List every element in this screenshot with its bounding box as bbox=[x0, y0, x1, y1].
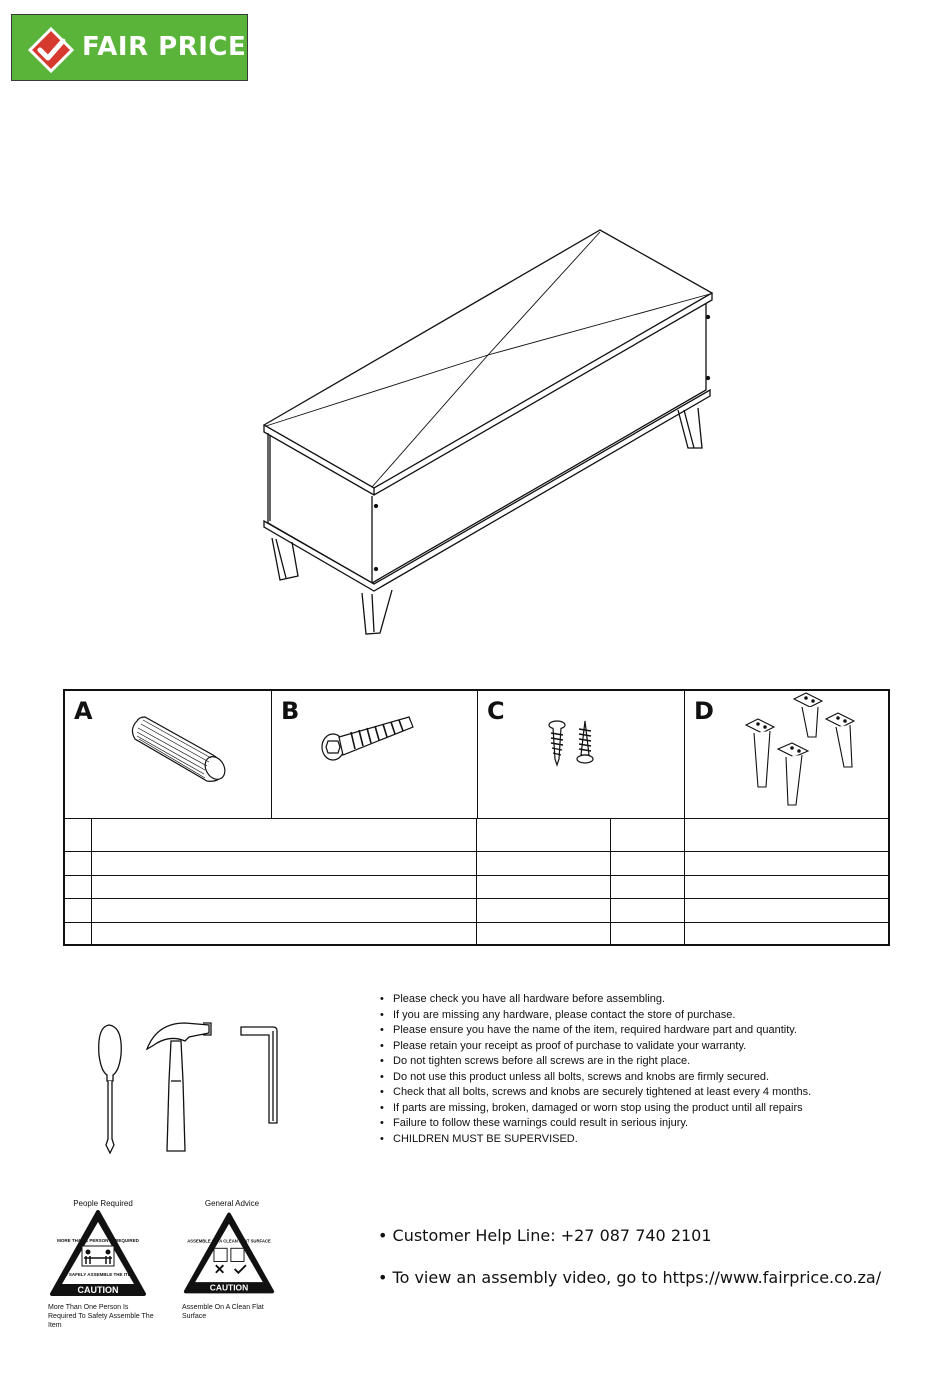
hex-bolt-icon bbox=[317, 709, 427, 769]
caution-title: People Required bbox=[73, 1199, 133, 1208]
part-letter: D bbox=[694, 697, 714, 725]
tapered-legs-icon bbox=[720, 691, 860, 809]
note-item: • If parts are missing, broken, damaged or worn stop using the product until all repairs bbox=[378, 1101, 898, 1117]
caution-triangle-icon bbox=[182, 1208, 276, 1298]
part-cell-d bbox=[685, 691, 892, 818]
part-letter: A bbox=[74, 697, 93, 725]
screws-icon bbox=[543, 719, 603, 771]
note-item: • Do not tighten screws before all screws are in the right place. bbox=[378, 1054, 898, 1070]
storage-bench-illustration bbox=[250, 220, 730, 640]
note-item: • Please check you have all hardware before assembling. bbox=[378, 992, 898, 1008]
hardware-parts-table bbox=[63, 689, 890, 946]
hammer-icon bbox=[147, 1023, 211, 1151]
caution-triangle-icon bbox=[48, 1208, 148, 1298]
notes-group-repairs bbox=[378, 1101, 898, 1117]
brand-name: FAIR PRICE bbox=[82, 32, 247, 62]
table-rule bbox=[684, 818, 685, 946]
part-cell-c bbox=[478, 691, 685, 818]
note-item: • Check that all bolts, screws and knobs are securely tightened at least every 4 months. bbox=[378, 1085, 898, 1101]
wooden-dowel-icon bbox=[125, 711, 235, 791]
allen-key-icon bbox=[241, 1027, 277, 1123]
required-tools-illustration bbox=[85, 1015, 305, 1160]
caution-word: CAUTION bbox=[77, 1285, 119, 1295]
part-cell-a bbox=[65, 691, 272, 818]
notes-group-screws bbox=[378, 1054, 898, 1101]
customer-help-line: • Customer Help Line: +27 087 740 2101 bbox=[378, 1226, 712, 1245]
caution-people-required bbox=[48, 1199, 158, 1330]
table-rule bbox=[610, 818, 611, 946]
part-letter: C bbox=[487, 697, 505, 725]
caution-caption: More Than One Person Is Required To Safety Assemble The Item bbox=[48, 1304, 154, 1329]
notes-group-hardware bbox=[378, 992, 898, 1054]
table-rule bbox=[91, 818, 92, 946]
caution-general-advice bbox=[182, 1199, 282, 1321]
assembly-video-link[interactable]: • To view an assembly video, go to https://www.fairprice.co.za/ bbox=[378, 1268, 882, 1287]
note-item: • Do not use this product unless all bolts, screws and knobs are firmly secured. bbox=[378, 1070, 898, 1086]
caution-inner-text: ASSEMBLE ON A CLEAN FLAT SURFACE bbox=[187, 1238, 271, 1244]
table-rule bbox=[476, 818, 477, 946]
caution-inner-text-2: TO SAFELY ASSEMBLE THE ITEM bbox=[61, 1272, 135, 1277]
screwdriver-icon bbox=[99, 1025, 122, 1153]
note-item: • CHILDREN MUST BE SUPERVISED. bbox=[378, 1132, 898, 1148]
note-item: • If you are missing any hardware, please contact the store of purchase. bbox=[378, 1008, 898, 1024]
check-diamond-icon bbox=[28, 27, 74, 73]
note-item: • Please ensure you have the name of the item, required hardware part and quantity. bbox=[378, 1023, 898, 1039]
caution-word: CAUTION bbox=[209, 1282, 249, 1293]
note-item: • Please retain your receipt as proof of purchase to validate your warranty. bbox=[378, 1039, 898, 1055]
caution-caption: Assemble On A Clean Flat Surface bbox=[182, 1304, 264, 1320]
fair-price-logo bbox=[11, 14, 248, 81]
notes-group-children bbox=[378, 1132, 898, 1148]
part-letter: B bbox=[281, 697, 300, 725]
assembly-notes bbox=[378, 992, 898, 1147]
note-item: • Failure to follow these warnings could result in serious injury. bbox=[378, 1116, 898, 1132]
caution-title: General Advice bbox=[204, 1199, 260, 1208]
caution-inner-text: MORE THAN 1 PERSON IS REQUIRED bbox=[57, 1238, 139, 1243]
part-cell-b bbox=[272, 691, 478, 818]
notes-group-warning bbox=[378, 1116, 898, 1132]
